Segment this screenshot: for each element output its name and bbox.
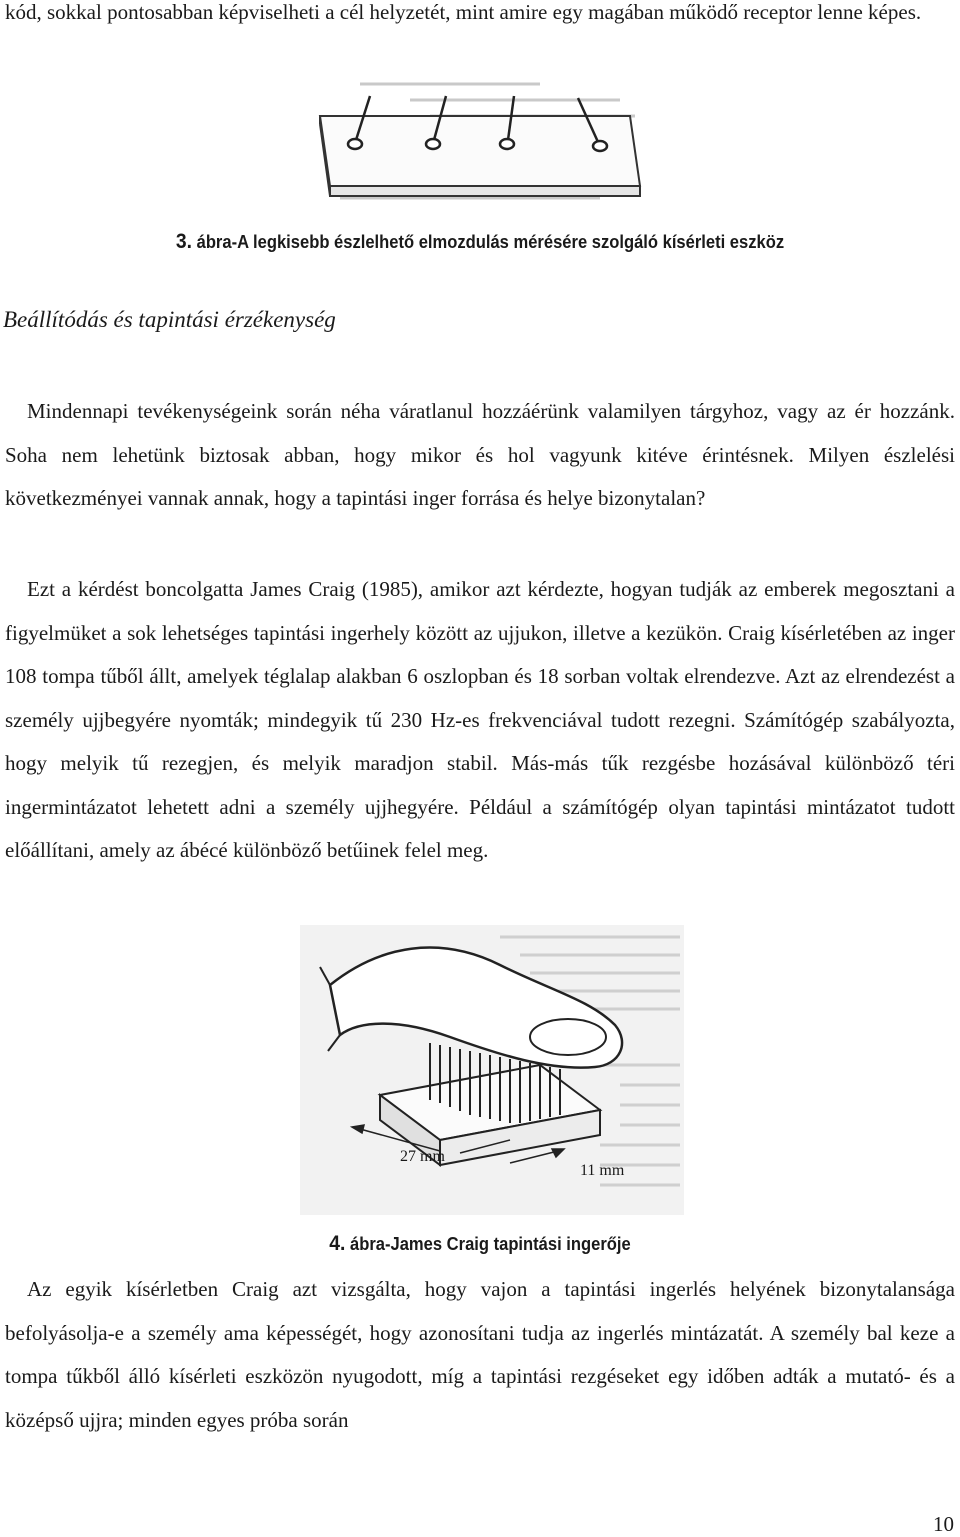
page-number: 10 xyxy=(933,1512,954,1536)
figure-3-caption-number: 3. xyxy=(175,230,192,253)
figure-4-caption-number: 4. xyxy=(329,1232,346,1255)
paragraph-2: Ezt a kérdést boncolgatta James Craig (1985), amikor azt kérdezte, hogyan tudják az emberek megosztani a figyelmüket a sok lehetséges tapintási ingerhely között az ujjukon, illetve a kezükön. Craig kísérletében az inger 108 tompa tűből állt, amelyek téglalap alakban 6 oszlopban és 18 sorban voltak elrendezve. Azt az elrendezést a személy ujjbegyére nyomták; mindegyik tű 230 Hz-es frekvenciával tudott rezegni. Számítógép szabályozta, hogy melyik tű rezegjen, és melyik maradjon stabil. Más-más tűk rezgésbe hozásával különböző téri ingermintázatot lehetett adni a személy ujjhegyére. Például a számítógép olyan tapintási mintázatot tudott előállítani, amely az ábécé különböző betűinek felel meg. xyxy=(5,577,955,862)
figure-3-caption xyxy=(38,230,921,254)
paragraph-3: Az egyik kísérletben Craig azt vizsgálta, hogy vajon a tapintási ingerlés helyének bizonytalansága befolyásolja-e a személy ama képességét, hogy azonosítani tudja az ingerlés mintázatát. A személy bal keze a tompa tűkből álló kísérleti eszközön nyugodott, míg a tapintási rezgéseket egy időben adták a mutató- és a középső ujjra; minden egyes próba során xyxy=(5,1277,955,1432)
figure-3-device-illustration xyxy=(300,78,645,208)
label-11mm: 11 mm xyxy=(580,1162,625,1179)
paragraph-1: Mindennapi tevékenységeink során néha váratlanul hozzáérünk valamilyen tárgyhoz, vagy az ér hozzánk. Soha nem lehetünk biztosak abban, hogy mikor és hol vagyunk kitéve érintésnek. Milyen észlelési következményei vannak annak, hogy a tapintási inger forrása és helye bizonytalan? xyxy=(5,399,955,510)
figure-4-stimulator-illustration xyxy=(300,925,684,1215)
section-title: Beállítódás és tapintási érzékenység xyxy=(3,307,336,332)
figure-4-caption-text: ábra-James Craig tapintási ingerője xyxy=(350,1234,631,1254)
paragraph-top: kód, sokkal pontosabban képviselheti a cél helyzetét, mint amire egy magában működő receptor lenne képes. xyxy=(5,0,922,24)
figure-4-caption xyxy=(38,1232,921,1256)
label-27mm: 27 mm xyxy=(400,1148,445,1165)
figure-3-caption-text: ábra-A legkisebb észlelhető elmozdulás mérésére szolgáló kísérleti eszköz xyxy=(196,232,785,252)
